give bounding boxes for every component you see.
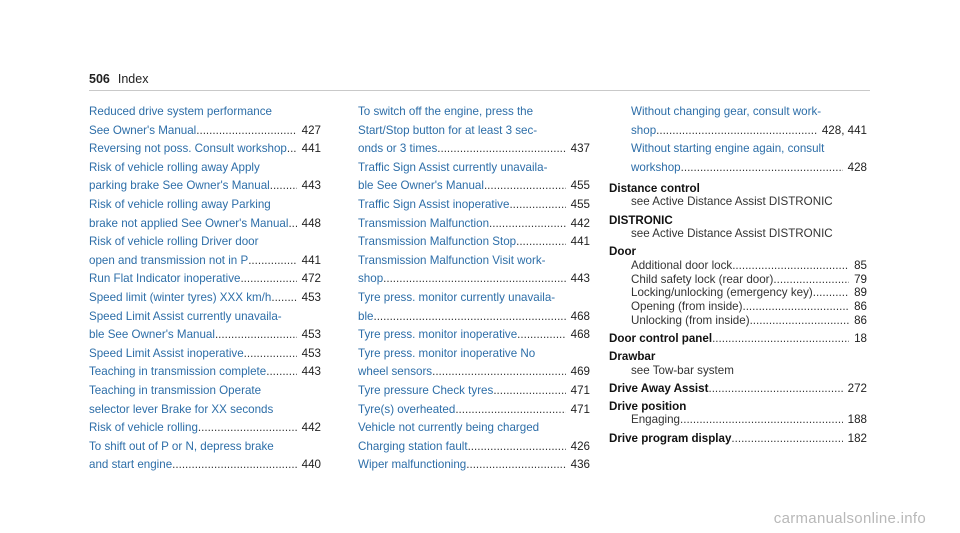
entry-leader-line [89,270,321,289]
page-ref: 441 [301,142,321,156]
index-entry[interactable] [358,345,590,382]
section-title: Index [117,72,149,86]
entry-leader-line [358,177,590,196]
index-heading: Drive Away Assist [609,381,709,395]
sub-entry[interactable] [609,273,867,287]
entry-leader-line [358,326,590,345]
entry-leader-line [609,432,867,446]
entry-text: open and transmission not in P [89,253,249,267]
entry-text: shop [631,123,657,137]
entry-leader-line [89,140,321,159]
leader-dots [484,177,566,196]
entry-text: parking brake See Owner's Manual [89,179,270,193]
leader-dots [215,326,297,345]
entry-text: Opening (from inside) [631,300,743,314]
index-entry[interactable] [358,196,590,215]
leader-dots [742,300,849,314]
leader-dots [517,326,565,345]
leader-dots [509,196,565,215]
entry-text: Unlocking (from inside) [631,313,750,327]
leader-dots [813,286,849,300]
index-heading-entry[interactable] [609,214,867,241]
page-ref: 79 [854,272,867,286]
page-ref: 427 [301,123,321,137]
sub-entry[interactable] [609,286,867,300]
leader-dots [266,363,296,382]
entry-text: Child safety lock (rear door) [631,272,774,286]
entry-line: To switch off the engine, press the [358,105,534,118]
entry-text: shop [358,272,384,286]
entry-leader-line [358,363,590,382]
watermark: carmanualsonline.info [773,510,926,527]
entry-leader-line [631,159,867,178]
entry-line: Tyre press. monitor currently unavaila- [358,290,556,304]
index-entry[interactable] [89,363,321,382]
page-ref: 468 [570,328,590,342]
entry-text: Wiper malfunctioning [358,458,467,472]
entry-leader-line [358,308,590,327]
index-entry[interactable] [609,103,867,140]
entry-line: Without changing gear, consult work- [631,105,822,118]
entry-line: Without starting engine again, consult [631,142,825,156]
entry-leader-line [89,215,321,234]
page-ref: 18 [854,331,867,345]
leader-dots [373,308,565,327]
index-heading: Drawbar [609,349,656,363]
index-heading: Drive program display [609,431,732,445]
leader-dots [680,413,843,427]
leader-dots [270,177,297,196]
entry-line: Risk of vehicle rolling Driver door [89,235,259,249]
page-ref: 440 [301,458,321,472]
entry-leader-line [89,345,321,364]
sub-entry[interactable] [609,259,867,273]
index-entry[interactable] [358,456,590,475]
index-column-3 [609,103,867,445]
header-rule [89,90,870,91]
leader-dots [516,233,566,252]
page-ref: 272 [847,381,867,395]
entry-line: Transmission Malfunction Visit work- [358,253,546,267]
leader-dots [172,456,297,475]
entry-text: Risk of vehicle rolling [89,421,198,435]
index-heading-entry[interactable] [609,245,867,327]
entry-text: ble See Owner's Manual [358,179,484,193]
page-ref: 188 [847,413,867,427]
entry-text: Tyre pressure Check tyres [358,383,494,397]
leader-dots [432,363,566,382]
entry-leader-line [609,332,867,346]
entry-leader-line [358,270,590,289]
entry-line: Traffic Sign Assist currently unavaila- [358,160,548,174]
leader-dots [196,122,296,141]
entry-text: Teaching in transmission complete [89,365,267,379]
page-ref: 426 [570,439,590,453]
index-entry[interactable] [358,215,590,234]
entry-text: onds or 3 times [358,142,438,156]
leader-dots [198,419,297,438]
page-ref: 182 [847,431,867,445]
leader-dots [773,273,849,287]
entry-text: Reversing not poss. Consult workshop [89,142,287,156]
index-entry[interactable] [609,140,867,177]
page-ref: 89 [854,286,867,300]
page-ref: 453 [301,346,321,360]
entry-text: wheel sensors [358,365,433,379]
index-heading-entry[interactable] [609,382,867,396]
entry-text: workshop [631,160,681,174]
leader-dots [731,432,842,446]
index-entry[interactable] [358,159,590,196]
page-ref: 448 [301,216,321,230]
page-ref: 468 [570,309,590,323]
see-reference: see Tow-bar system [631,363,734,377]
page-ref: 469 [570,365,590,379]
entry-text: and start engine [89,458,173,472]
entry-leader-line [358,215,590,234]
index-heading: Distance control [609,181,700,195]
index-entry[interactable] [89,438,321,475]
leader-dots [288,215,296,234]
page-ref: 442 [301,421,321,435]
page-number: 506 [89,72,110,86]
entry-text: Additional door lock [631,258,733,272]
leader-dots [248,252,296,271]
index-heading: DISTRONIC [609,213,673,227]
index-entry[interactable] [89,159,321,196]
page-ref: 85 [854,258,867,272]
page-ref: 441 [301,253,321,267]
entry-text: Engaging [631,413,680,427]
leader-dots [493,382,565,401]
entry-text: See Owner's Manual [89,123,197,137]
index-entry[interactable] [358,233,590,252]
entry-line: Risk of vehicle rolling away Apply [89,160,260,174]
sub-entry[interactable] [609,314,867,328]
entry-leader-line [89,419,321,438]
entry-text: Traffic Sign Assist inoperative [358,197,510,211]
entry-line: Start/Stop button for at least 3 sec- [358,123,538,137]
leader-dots [468,438,566,457]
leader-dots [708,382,842,396]
index-entry[interactable] [89,270,321,289]
entry-text: Speed Limit Assist inoperative [89,346,244,360]
entry-line: Speed Limit Assist currently unavaila- [89,309,282,323]
index-entry[interactable] [89,196,321,233]
page-ref: 453 [301,328,321,342]
leader-dots [240,270,296,289]
page-ref: 471 [570,402,590,416]
entry-line: selector lever Brake for XX seconds [89,402,274,416]
entry-line: Teaching in transmission Operate [89,383,262,397]
leader-dots [489,215,566,234]
entry-leader-line [89,122,321,141]
index-heading: Door control panel [609,331,713,345]
index-heading-entry[interactable] [609,182,867,209]
leader-dots [656,122,817,141]
entry-leader-line [358,140,590,159]
leader-dots [750,314,850,328]
page-header [89,72,148,86]
leader-dots [466,456,565,475]
leader-dots [681,159,843,178]
entry-leader-line [358,196,590,215]
see-reference: see Active Distance Assist DISTRONIC [631,195,833,209]
entry-leader-line [358,456,590,475]
page-ref: 428, 441 [821,123,867,137]
entry-line: Reduced drive system performance [89,105,273,118]
entry-leader-line [89,456,321,475]
leader-dots [287,140,297,159]
entry-text: Transmission Malfunction [358,216,490,230]
leader-dots [437,140,565,159]
page-ref: 436 [570,458,590,472]
entry-text: Run Flat Indicator inoperative [89,272,241,286]
entry-text: Tyre press. monitor inoperative [358,328,518,342]
index-heading-entry[interactable] [609,332,867,346]
index-entry[interactable] [89,233,321,270]
index-heading-entry[interactable] [609,350,867,377]
see-reference: see Active Distance Assist DISTRONIC [631,227,833,241]
index-entry[interactable] [89,382,321,419]
entry-leader-line [89,177,321,196]
entry-line: Vehicle not currently being charged [358,421,540,435]
page-ref: 453 [301,290,321,304]
index-entry[interactable] [358,382,590,401]
entry-text: brake not applied See Owner's Manual [89,216,289,230]
page-ref: 455 [570,197,590,211]
entry-line: Risk of vehicle rolling away Parking [89,197,271,211]
sub-entry[interactable] [609,413,867,427]
page-ref: 442 [570,216,590,230]
page-ref: 471 [570,383,590,397]
page-ref: 443 [301,179,321,193]
entry-text: Locking/unlocking (emergency key) [631,286,813,300]
index-entry[interactable] [358,289,590,326]
entry-text: ble See Owner's Manual [89,328,215,342]
index-entry[interactable] [358,252,590,289]
page-ref: 472 [301,272,321,286]
entry-leader-line [609,382,867,396]
index-column-2 [358,103,590,475]
entry-line: To shift out of P or N, depress brake [89,439,274,453]
entry-leader-line [358,233,590,252]
index-entry[interactable] [89,103,321,140]
page-ref: 443 [301,365,321,379]
entry-leader-line [89,289,321,308]
page-ref: 455 [570,179,590,193]
page-ref: 86 [854,313,867,327]
sub-entry[interactable] [609,300,867,314]
entry-text: ble [358,309,374,323]
leader-dots [455,401,565,420]
index-entry[interactable] [89,345,321,364]
leader-dots [732,259,849,273]
entry-leader-line [358,382,590,401]
entry-leader-line [89,252,321,271]
entry-text: Tyre(s) overheated [358,402,456,416]
index-heading-entry[interactable] [609,432,867,446]
leader-dots [383,270,566,289]
leader-dots [244,345,297,364]
index-heading: Door [609,245,637,259]
entry-leader-line [89,363,321,382]
index-entry[interactable] [89,289,321,308]
index-entry[interactable] [358,326,590,345]
index-heading: Drive position [609,399,687,413]
leader-dots [271,289,296,308]
index-column-1 [89,103,321,475]
entry-text: Charging station fault [358,439,468,453]
entry-text: Speed limit (winter tyres) XXX km/h [89,290,272,304]
index-entry[interactable] [358,103,590,159]
entry-line: Tyre press. monitor inoperative No [358,346,536,360]
index-entry[interactable] [89,140,321,159]
entry-leader-line [358,401,590,420]
leader-dots [712,332,849,346]
entry-text: Transmission Malfunction Stop [358,235,517,249]
page-ref: 428 [847,160,867,174]
entry-leader-line [631,122,867,141]
index-entry[interactable] [89,419,321,438]
page-ref: 437 [570,142,590,156]
index-entry[interactable] [358,419,590,456]
page-ref: 443 [570,272,590,286]
page-ref: 441 [570,235,590,249]
page-ref: 86 [854,300,867,314]
index-entry[interactable] [358,401,590,420]
entry-leader-line [358,438,590,457]
index-heading-entry[interactable] [609,400,867,427]
entry-leader-line [89,326,321,345]
index-entry[interactable] [89,308,321,345]
